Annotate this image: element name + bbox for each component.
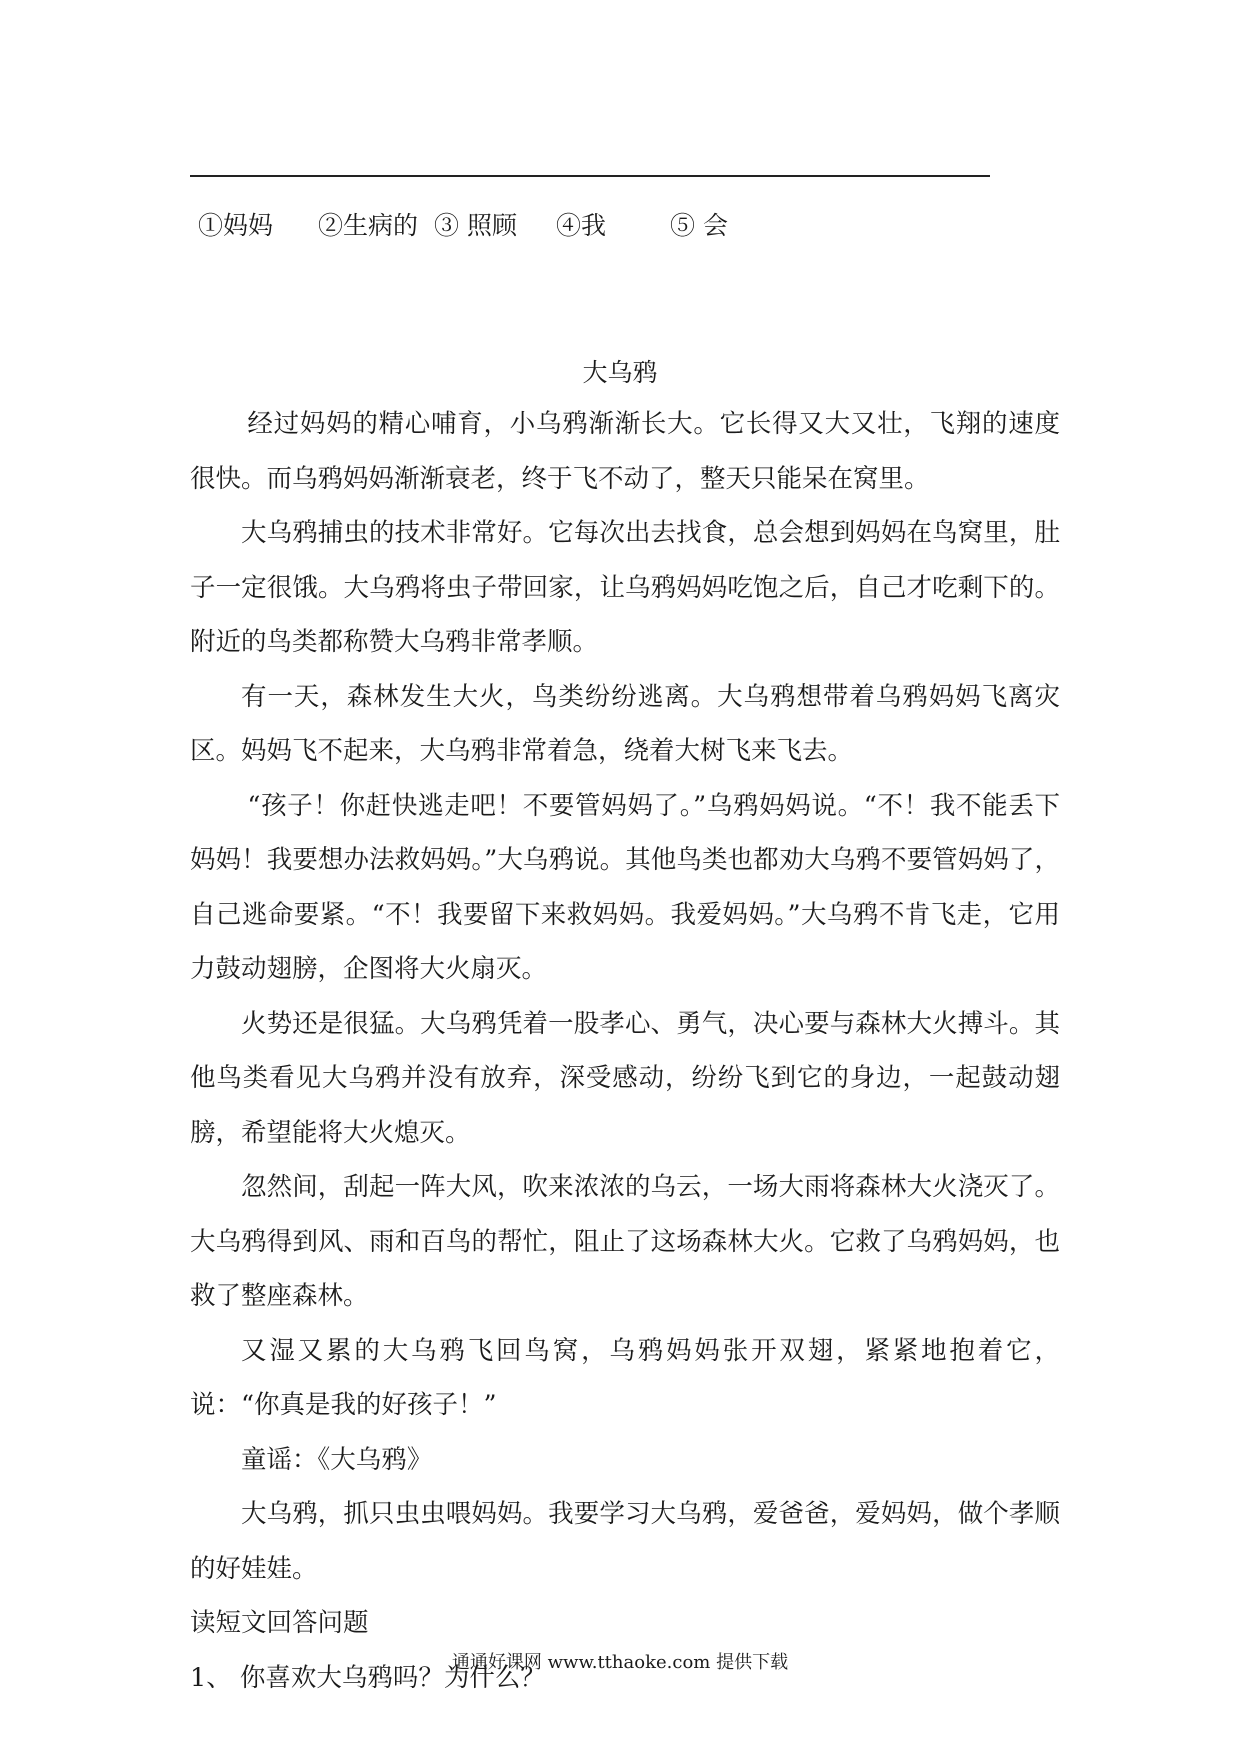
option-5: ⑤ 会 [670, 211, 728, 240]
nursery-rhyme-heading: 童谣：《大乌鸦》 [241, 1444, 433, 1475]
story-paragraph: 忽然间，刮起一阵大风，吹来浓浓的乌云，一场大雨将森林大火浇灭了。大乌鸦得到风、雨和百鸟的帮忙，阻止了这场森林大火。它救了乌鸦妈妈，也救了整座森林。 [190, 1172, 1060, 1311]
story-paragraph: 有一天，森林发生大火，鸟类纷纷逃离。大乌鸦想带着乌鸦妈妈飞离灾区。妈妈飞不起来，大乌鸦非常着急，绕着大树飞来飞去。 [190, 681, 1060, 766]
answer-line [190, 175, 990, 177]
story-paragraph: “孩子！你赶快逃走吧！不要管妈妈了。”乌鸦妈妈说。“不！我不能丢下妈妈！我要想办法救妈妈。”大乌鸦说。其他鸟类也都劝大乌鸦不要管妈妈了，自己逃命要紧。“不！我要留下来救妈妈。我爱妈妈。”大乌鸦不肯飞走，它用力鼓动翅膀，企图将大火扇灭。 [190, 790, 1060, 984]
option-1: ①妈妈 [198, 211, 274, 240]
story-paragraph: 火势还是很猛。大乌鸦凭着一股孝心、勇气，决心要与森林大火搏斗。其他鸟类看见大乌鸦并没有放弃，深受感动，纷纷飞到它的身边，一起鼓动翅膀，希望能将大火熄灭。 [190, 1008, 1060, 1148]
option-3: ③ 照顾 [434, 211, 517, 240]
footer-credit: 通通好课网 www.tthaoke.com 提供下载 [451, 1652, 789, 1673]
question-1: 1、 你喜欢大乌鸦吗？为什么？ [190, 1662, 546, 1693]
story-paragraph: 经过妈妈的精心哺育，小乌鸦渐渐长大。它长得又大又壮，飞翔的速度很快。而乌鸦妈妈渐渐衰老，终于飞不动了，整天只能呆在窝里。 [190, 409, 1060, 494]
story-paragraph: 大乌鸦捕虫的技术非常好。它每次出去找食，总会想到妈妈在鸟窝里，肚子一定很饿。大乌鸦将虫子带回家，让乌鸦妈妈吃饱之后，自己才吃剩下的。附近的鸟类都称赞大乌鸦非常孝顺。 [190, 518, 1060, 657]
story-title: 大乌鸦 [582, 358, 658, 387]
nursery-rhyme-text: 大乌鸦，抓只虫虫喂妈妈。我要学习大乌鸦，爱爸爸，爱妈妈，做个孝顺的好娃娃。 [190, 1499, 1060, 1584]
story-body [190, 397, 1060, 1705]
reading-instruction: 读短文回答问题 [190, 1608, 369, 1638]
option-4: ④我 [556, 211, 607, 240]
story-paragraph: 又湿又累的大乌鸦飞回鸟窝，乌鸦妈妈张开双翅，紧紧地抱着它，说：“你真是我的好孩子！” [190, 1335, 1060, 1420]
option-2: ②生病的 [318, 211, 419, 240]
